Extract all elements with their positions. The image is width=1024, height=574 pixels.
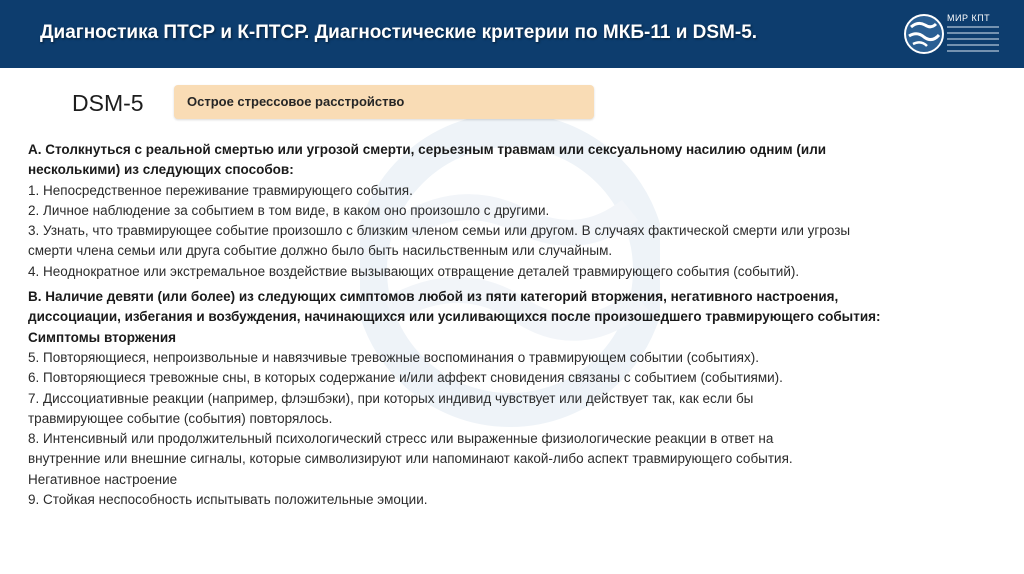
list-item: 4. Неоднократное или экстремальное воздействие вызывающих отвращение деталей травмирующего события (событий). [28, 263, 800, 279]
list-item: 7. Диссоциативные реакции (например, флэшбэки), при которых индивид чувствует или действует так, как если бы [28, 390, 754, 406]
list-item: 8. Интенсивный или продолжительный психологический стресс или выраженные физиологические реакции в ответ на [28, 431, 774, 447]
criterion-b-heading: B. Наличие девяти (или более) из следующих симптомов любой из пяти категорий вторжения, негативного настроения, [28, 289, 839, 305]
list-item: 3. Узнать, что травмирующее событие произошло с близким членом семьи или другом. В случаях фактической смерти или угрозы [28, 223, 851, 239]
globe-icon [903, 13, 945, 55]
criterion-a-heading-cont: несколькими) из следующих способов: [28, 162, 294, 178]
criterion-b-heading-cont: диссоциации, избегания и возбуждения, начинающихся или усиливающихся после произошедшего травмирующего события: [28, 309, 881, 325]
criteria-text [28, 140, 1003, 510]
logo [903, 11, 1015, 59]
list-item: 1. Непосредственное переживание травмирующего события. [28, 182, 413, 198]
list-item: 5. Повторяющиеся, непроизвольные и навязчивые тревожные воспоминания о травмирующем событии (событиях). [28, 349, 759, 365]
disorder-box-label: Острое стрессовое расстройство [187, 94, 405, 109]
negative-mood-title: Негативное настроение [28, 471, 178, 487]
intrusion-symptoms-title: Симптомы вторжения [28, 329, 177, 345]
slide-title: Диагностика ПТСР и К-ПТСР. Диагностические критерии по МКБ-11 и DSM-5. [40, 22, 758, 43]
list-item: смерти члена семьи или друга событие должно было быть насильственным или случайным. [28, 243, 613, 259]
criterion-a-heading: А. Столкнуться с реальной смертью или угрозой смерти, серьезным травмам или сексуальному насилию одним (или [28, 142, 827, 157]
logo-subtitle-lines [947, 26, 999, 56]
list-item: травмирующее событие (события) повторялось. [28, 410, 333, 426]
disorder-box [174, 85, 594, 119]
list-item: 9. Стойкая неспособность испытывать положительные эмоции. [28, 492, 428, 508]
list-item: 2. Личное наблюдение за событием в том виде, в каком оно произошло с другими. [28, 202, 550, 218]
dsm-label: DSM-5 [72, 90, 144, 116]
list-item: внутренние или внешние сигналы, которые символизируют или напоминают какой-либо аспект травмирующего события. [28, 451, 793, 467]
header-bar [0, 0, 1024, 68]
list-item: 6. Повторяющиеся тревожные сны, в которых содержание и/или аффект сновидения связаны с событием (событиями). [28, 370, 783, 386]
logo-name: МИР КПТ [947, 13, 991, 23]
